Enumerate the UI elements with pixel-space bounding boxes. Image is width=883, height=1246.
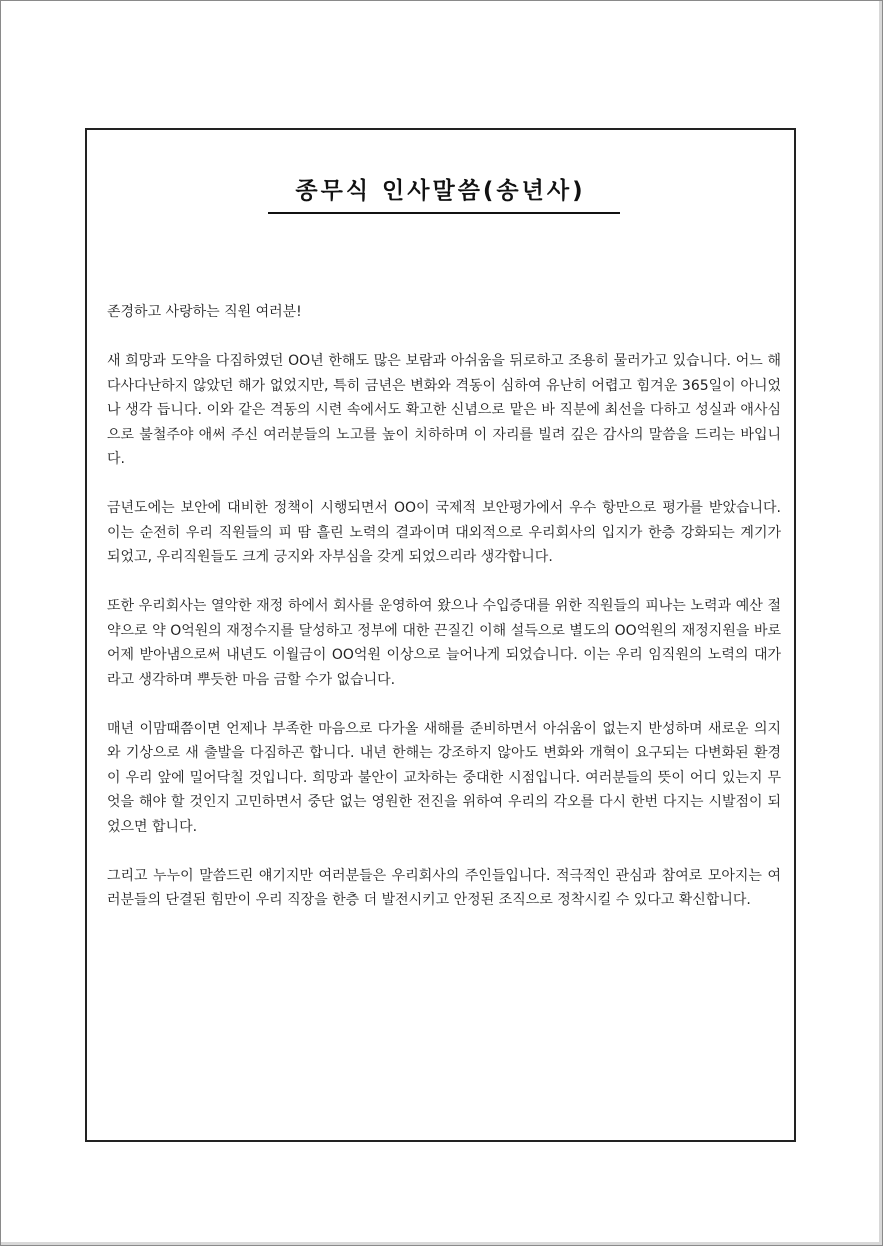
document-title: 종무식 인사말씀(송년사) [295, 178, 586, 204]
paragraph-2: 금년도에는 보안에 대비한 정책이 시행되면서 OO이 국제적 보안평가에서 우수 항만으로 평가를 받았습니다. 이는 순전히 우리 직원들의 피 땀 흘린 노력의 결과이며 대외적으로 우리회사의 입지가 한층 강화되는 계기가 되었고, 우리직원들도 크게 긍지와 자부심을 갖게 되었으리라 생각합니다. [107, 500, 781, 565]
paragraph-4: 매년 이맘때쯤이면 언제나 부족한 마음으로 다가올 새해를 준비하면서 아쉬움이 없는지 반성하며 새로운 의지와 기상으로 새 출발을 다짐하곤 합니다. 내년 한해는 강조하지 않아도 변화와 개혁이 요구되는 다변화된 환경이 우리 앞에 밀어닥칠 것입니다. 희망과 불안이 교차하는 중대한 시점입니다. 여러분들의 뜻이 어디 있는지 무엇을 해야 할 것인지 고민하면서 중단 없는 영원한 전진을 위하여 우리의 각오를 다시 한번 다지는 시발점이 되었으면 합니다. [107, 720, 781, 835]
paragraph-5: 그리고 누누이 말씀드린 얘기지만 여러분들은 우리회사의 주인들입니다. 적극적인 관심과 참여로 모아지는 여러분들의 단결된 힘만이 우리 직장을 한층 더 발전시키고 안정된 조직으로 정착시킬 수 있다고 확신합니다. [107, 867, 781, 908]
paragraph-1: 새 희망과 도약을 다짐하였던 OO년 한해도 많은 보람과 아쉬움을 뒤로하고 조용히 물러가고 있습니다. 어느 해 다사다난하지 않았던 해가 없었지만, 특히 금년은 변화와 격동이 심하여 유난히 어렵고 힘겨운 365일이 아니었나 생각 듭니다. 이와 같은 격동의 시련 속에서도 확고한 신념으로 맡은 바 직분에 최선을 다하고 성실과 애사심으로 불철주야 애써 주신 여러분들의 노고를 높이 치하하며 이 자리를 빌려 깊은 감사의 말씀을 드리는 바입니다. [107, 353, 781, 467]
document-body [107, 300, 781, 937]
paragraph-3: 또한 우리회사는 열악한 재정 하에서 회사를 운영하여 왔으나 수입증대를 위한 직원들의 피나는 노력과 예산 절약으로 약 O억원의 재정수지를 달성하고 정부에 대한 끈질긴 이해 설득으로 별도의 OO억원의 재정지원을 바로 어제 받아냄으로써 내년도 이월금이 OO억원 이상으로 늘어나게 되었습니다. 이는 우리 임직원의 노력의 대가라고 생각하며 뿌듯한 마음 금할 수가 없습니다. [107, 598, 781, 688]
document-border-frame [85, 128, 796, 1142]
greeting-line: 존경하고 사랑하는 직원 여러분! [107, 304, 302, 320]
title-underline [268, 212, 620, 214]
